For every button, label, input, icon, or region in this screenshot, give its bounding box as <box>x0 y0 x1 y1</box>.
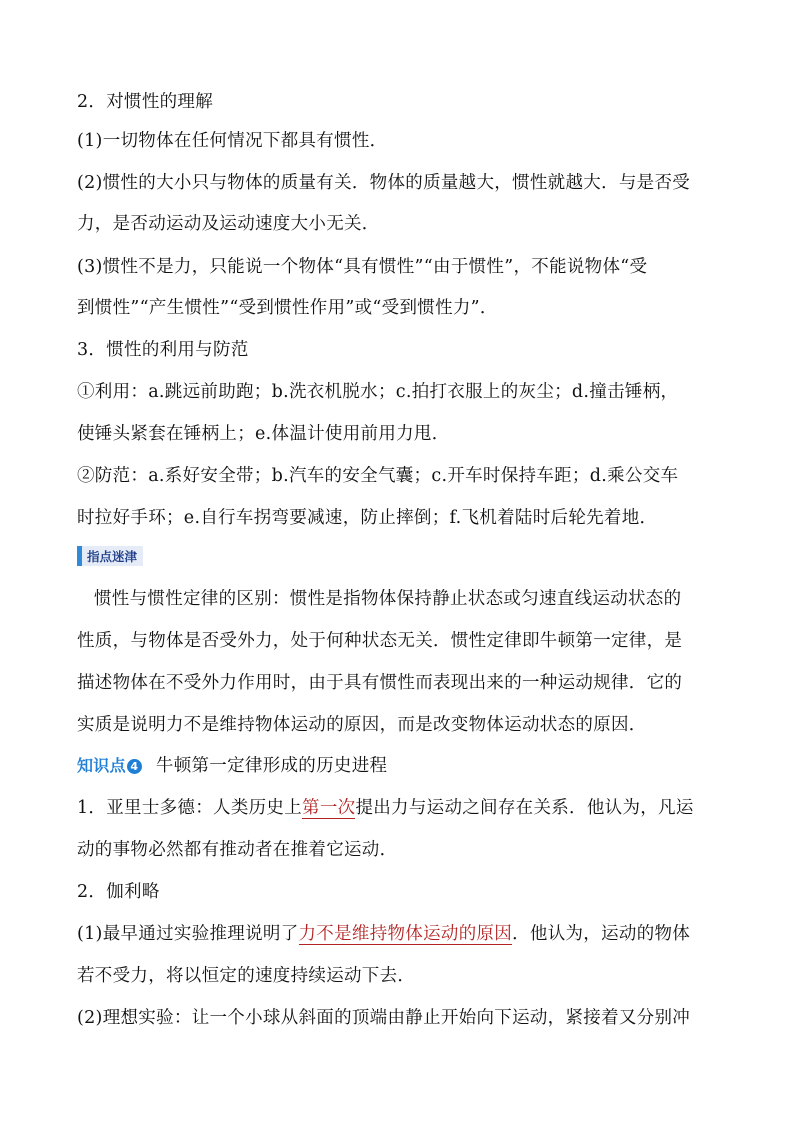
paragraph-line: 性质，与物体是否受外力，处于何种状态无关．惯性定律即牛顿第一定律，是 <box>77 631 683 651</box>
knowledge-point-badge <box>77 753 142 776</box>
knowledge-point-number: 4 <box>127 759 142 774</box>
knowledge-point-title: 牛顿第一定律形成的历史进程 <box>155 756 388 776</box>
paragraph-line: 到惯性”“产生惯性”“受到惯性作用”或“受到惯性力”． <box>77 298 498 318</box>
paragraph-line: ①利用：a.跳远前助跑；b.洗衣机脱水；c.拍打衣服上的灰尘；d.撞击锤柄， <box>77 382 679 402</box>
text-segment: (1)最早通过实验推理说明了 <box>77 924 299 944</box>
paragraph-line <box>77 794 717 819</box>
paragraph-line: 使锤头紧套在锤柄上；e.体温计使用前用力甩． <box>77 424 450 444</box>
heading-inertia-use: 3．惯性的利用与防范 <box>77 340 249 360</box>
text-segment: 1．亚里士多德：人类历史上 <box>77 798 303 818</box>
paragraph-line: (3)惯性不是力，只能说一个物体“具有惯性”“由于惯性”，不能说物体“受 <box>77 257 648 277</box>
paragraph-line: 实质是说明力不是维持物体运动的原因，而是改变物体运动状态的原因． <box>77 715 647 735</box>
paragraph-line: ②防范：a.系好安全带；b.汽车的安全气囊；c.开车时保持车距；d.乘公交车 <box>77 466 679 486</box>
paragraph-line: 若不受力，将以恒定的速度持续运动下去． <box>77 966 416 986</box>
paragraph-line: (2)理想实验：让一个小球从斜面的顶端由静止开始向下运动，紧接着又分别冲 <box>77 1008 691 1028</box>
paragraph-line: 惯性与惯性定律的区别：惯性是指物体保持静止状态或匀速直线运动状态的 <box>94 589 682 609</box>
knowledge-point-label: 知识点 <box>77 756 126 775</box>
paragraph-line: 时拉好手环；e.自行车拐弯要减速，防止摔倒；f.飞机着陆时后轮先着地． <box>77 508 658 528</box>
tip-badge <box>77 546 143 566</box>
text-segment: 提出力与运动之间存在关系．他认为，凡运 <box>355 798 694 818</box>
knowledge-point-heading <box>77 752 717 777</box>
paragraph-line: (2)惯性的大小只与物体的质量有关．物体的质量越大，惯性就越大．与是否受 <box>77 173 691 193</box>
heading-inertia-understanding: 2．对惯性的理解 <box>77 92 214 112</box>
underlined-answer: 第一次 <box>302 798 356 818</box>
text-segment: ．他认为，运动的物体 <box>512 924 691 944</box>
paragraph-line: 力，是否动运动及运动速度大小无关． <box>77 214 380 234</box>
paragraph-line <box>77 920 717 945</box>
heading-galileo: 2．伽利略 <box>77 882 160 902</box>
paragraph-line: (1)一切物体在任何情况下都具有惯性． <box>77 131 388 151</box>
paragraph-line: 动的事物必然都有推动者在推着它运动． <box>77 840 398 860</box>
paragraph-line: 描述物体在不受外力作用时，由于具有惯性而表现出来的一种运动规律．它的 <box>77 673 683 693</box>
tip-badge-label: 指点迷津 <box>87 549 138 564</box>
underlined-answer: 力不是维持物体运动的原因 <box>298 924 513 944</box>
